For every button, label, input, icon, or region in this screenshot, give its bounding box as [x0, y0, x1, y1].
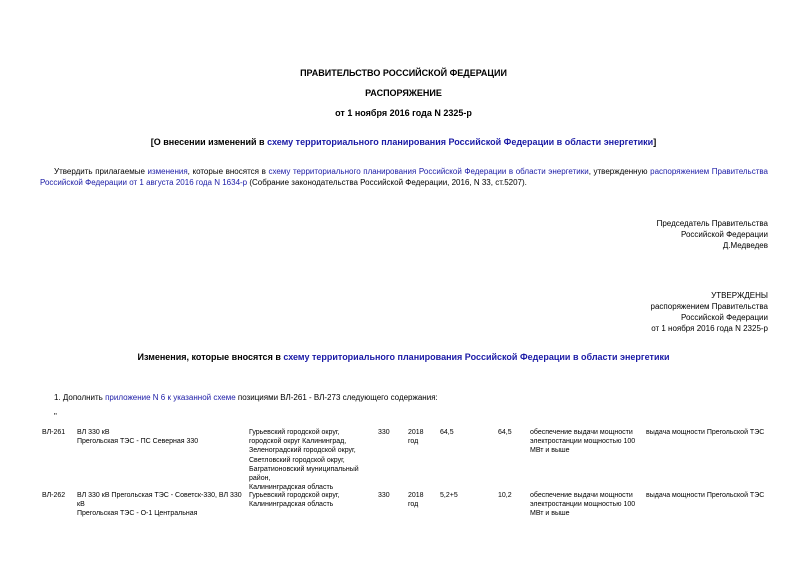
row-name — [77, 491, 247, 519]
changes-link[interactable]: изменения — [147, 167, 188, 176]
row-year — [408, 491, 424, 509]
appendix-6-link[interactable]: приложение N 6 к указанной схеме — [105, 393, 236, 402]
approval-line-3: Российской Федерации — [681, 313, 768, 322]
row-location-line: Калининградская область — [249, 501, 334, 509]
row-length: 5,2+5 — [440, 492, 458, 499]
row-voltage: 330 — [378, 492, 390, 499]
signature-line-2: Российской Федерации — [681, 230, 768, 239]
row-year-unit: год — [408, 438, 419, 446]
row-purpose-line: МВт и выше — [530, 447, 570, 455]
row-location — [249, 428, 374, 492]
row-purpose-line: МВт и выше — [530, 510, 570, 518]
changes-title-scheme-link[interactable]: схему территориального планирования Российской Федерации в области энергетики — [283, 352, 670, 362]
row-note: выдача мощности Прегольской ТЭС — [646, 429, 765, 436]
row-note: выдача мощности Прегольской ТЭС — [646, 492, 765, 499]
approval-block — [651, 290, 768, 334]
row-code: ВЛ-261 — [42, 429, 66, 436]
row-code: ВЛ-262 — [42, 492, 66, 499]
signature-line-1: Председатель Правительства — [656, 219, 768, 228]
row-year — [408, 428, 424, 446]
row-name-line: ВЛ 330 кВ Прегольская ТЭС - Советск-330, ВЛ 330 кВ — [77, 492, 242, 509]
row-location-line: Гурьевский городской округ, — [249, 429, 340, 436]
document-title — [0, 137, 807, 147]
row-name-line: Прегольская ТЭС - ПС Северная 330 — [77, 438, 199, 446]
row-purpose-line: электростанции мощностью 100 — [530, 438, 636, 446]
row-location-line: Светловский городской округ, — [249, 456, 345, 464]
changes-title-prefix: Изменения, которые вносятся в — [137, 352, 284, 362]
row-length-total: 10,2 — [498, 492, 512, 499]
row-name-line: Прегольская ТЭС - О-1 Центральная — [77, 510, 198, 518]
signature-name: Д.Медведев — [722, 241, 768, 250]
quote-mark: " — [54, 412, 57, 421]
row-year-value: 2018 — [408, 429, 424, 436]
approval-line-4: от 1 ноября 2016 года N 2325-р — [651, 324, 768, 333]
row-location-line: Гурьевский городской округ, — [249, 492, 340, 499]
row-location-line: Калининградская область — [249, 484, 334, 492]
row-location-line: Зеленоградский городской округ, — [249, 447, 356, 455]
body-text-1: Утвердить прилагаемые — [54, 167, 148, 176]
body-text-3: , утвержденную — [588, 167, 651, 176]
row-length: 64,5 — [440, 429, 454, 436]
row-year-unit: год — [408, 501, 419, 509]
body-paragraph — [40, 166, 768, 188]
row-purpose-line: обеспечение выдачи мощности — [530, 492, 633, 499]
row-location-line: район, — [249, 475, 271, 483]
changes-title — [0, 352, 807, 362]
row-name — [77, 428, 242, 446]
row-location-line: Багратионовский муниципальный — [249, 465, 359, 473]
body-text-4: (Собрание законодательства Российской Федерации, 2016, N 33, ст.5207). — [247, 178, 527, 187]
body-text-2: , которые вносятся в — [187, 167, 269, 176]
title-scheme-link[interactable]: схему территориального планирования Российской Федерации в области энергетики — [267, 137, 654, 147]
row-purpose-line: электростанции мощностью 100 — [530, 501, 636, 509]
approval-line-1: УТВЕРЖДЕНЫ — [711, 291, 768, 300]
item-1-text-2: позициями ВЛ-261 - ВЛ-273 следующего содержания: — [235, 393, 438, 402]
row-location-line: городской округ Калининград, — [249, 438, 347, 446]
row-voltage: 330 — [378, 429, 390, 436]
date-number-heading: от 1 ноября 2016 года N 2325-р — [335, 108, 472, 118]
row-purpose — [530, 428, 640, 456]
title-prefix: [О внесении изменений в — [150, 137, 268, 147]
row-purpose-line: обеспечение выдачи мощности — [530, 429, 633, 436]
document-type-heading: РАСПОРЯЖЕНИЕ — [365, 88, 442, 98]
approval-line-2: распоряжением Правительства — [650, 302, 768, 311]
row-year-value: 2018 — [408, 492, 424, 499]
row-purpose — [530, 491, 640, 519]
order-link-part2[interactable]: Федерации от 1 августа 2016 года N 1634-р — [85, 178, 248, 187]
order-link-part1[interactable]: распоряжением Правительства Российской — [40, 167, 768, 187]
row-length-total: 64,5 — [498, 429, 512, 436]
row-name-line: ВЛ 330 кВ — [77, 429, 110, 436]
row-location — [249, 491, 374, 509]
issuer-heading: ПРАВИТЕЛЬСТВО РОССИЙСКОЙ ФЕДЕРАЦИИ — [300, 68, 507, 78]
item-1 — [54, 392, 438, 403]
scheme-link[interactable]: схему территориального планирования Российской Федерации в области энергетики — [268, 167, 589, 176]
title-suffix: ] — [653, 137, 657, 147]
signature-block — [657, 218, 768, 251]
item-1-text-1: 1. Дополнить — [54, 393, 106, 402]
